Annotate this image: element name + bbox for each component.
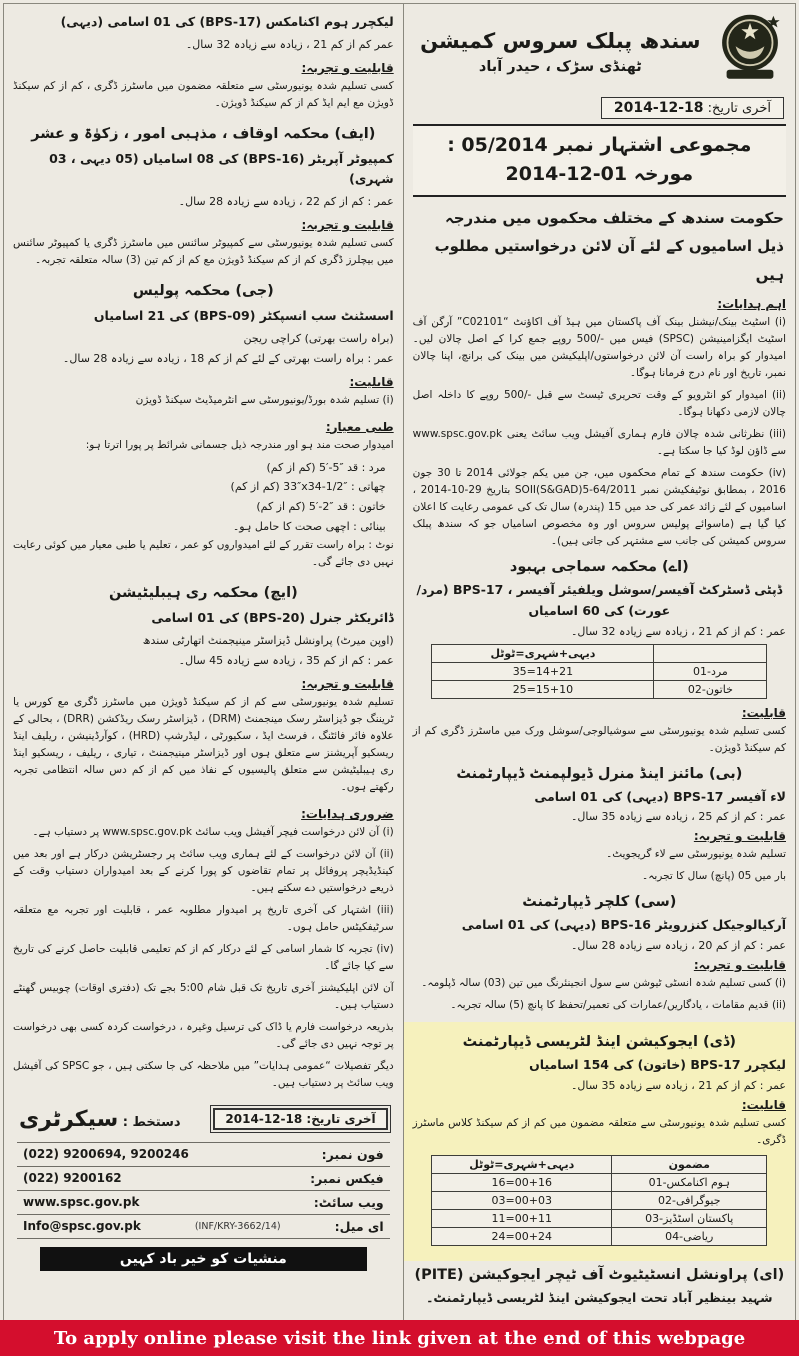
apply-online-banner: To apply online please visit the link given at the end of this webpage [0,1320,799,1356]
category-cell: خاتون-02 [654,680,767,698]
section-b-title: (بی) مائنز اینڈ منرل ڈیولپمنٹ ڈیپارٹمنٹ [456,765,743,782]
section-h-post: ڈائریکٹر جنرل (BPS-20) کی 01 اسامی [151,610,394,626]
section-g-post: اسسٹنٹ سب انسپکٹر (BPS-09) کی 21 اسامیاں [93,307,394,323]
contact-block [17,1142,390,1239]
section-g-qualification: (i) تسلیم شدہ بورڈ/یونیورسٹی سے انٹرمیڈیٹ سیکنڈ ڈویژن [135,393,394,406]
section-f-post: کمپیوٹر آپریٹر (BPS-16) کی 08 اسامیاں (05 دیہی ، 03 شہری) [49,150,394,187]
section-h-qualification-heading: قابلیت و تجربہ: [301,676,394,691]
numbers-cell: 11=00+11 [432,1209,612,1227]
numbers-cell: 35=14+21 [432,662,654,680]
medical-standard-heading: طبی معیار: [325,419,394,434]
website-url: www.spsc.gov.pk [23,1195,140,1210]
section-g-qualification-heading: قابلیت: [349,374,394,389]
section-a-vacancy-table [431,644,767,699]
section-f-qualification-heading: قابلیت و تجربہ: [301,217,394,232]
necessary-instruction-1: (i) آن لائن درخواست فیچر آفیشل ویب سائٹ www.spsc.gov.pk پر دستیاب ہے۔ [32,825,394,838]
section-b-qualification-2: بار میں 05 (پانچ) سال کا تجربہ۔ [642,870,786,883]
section-b-age: عمر : کم از کم 25 ، زیادہ سے زیادہ 35 سال۔ [570,810,786,824]
section-d-post: لیکچرر BPS-17 (خاتون) کی 154 اسامیاں [529,1056,786,1072]
signature-closing-date-value: 18-12-2014 [225,1112,303,1127]
org-address: ٹھنڈی سڑک ، حیدر آباد [478,58,642,75]
necessary-instruction-5: آن لائن اپلیکیشنز آخری تاریخ تک قبل شام 5:00 بجے تک (دفتری اوقات) چوبیس گھنٹے دستیاب ہیں۔ [13,981,394,1011]
section-g-age: عمر : براہ راست بھرتی کے لئے کم از کم 18 ، زیادہ سے زیادہ 28 سال۔ [62,351,394,365]
section-f-qualification: کسی تسلیم شدہ یونیورسٹی سے کمپیوٹر سائنس میں ماسٹرز ڈگری یا کمپیوٹر سائنس میں بیچلرز ڈگری کم از کم سیکنڈ ڈویژن مع کم از کم تین (3) سالہ متعلقہ تجربہ۔ [13,236,394,266]
category-cell: مرد-01 [654,662,767,680]
closing-date-label: آخری تاریخ: [707,101,771,116]
necessary-instruction-3: (iii) اشتہار کی آخری تاریخ پر امیدوار مطلوبہ عمر ، قابلیت اور تجربہ مع متعلقہ سرٹیفکیٹس حامل ہوں۔ [13,903,394,933]
contact-row-phone [17,1143,390,1167]
closing-date-box [415,97,784,119]
contact-row-email [17,1215,390,1239]
continuation-column [4,4,403,1320]
section-a-qualification-heading: قابلیت: [741,705,786,720]
section-b-post: لاء آفیسر BPS-17 (دیہی) کی 01 اسامی [534,788,786,804]
section-c-qualification-2: (ii) قدیم مقامات ، یادگاریں/عمارات کی تعمیر/تحفظ کا پانچ (5) سالہ تجربہ۔ [450,998,786,1011]
section-c-qualification-1: (i) کسی تسلیم شدہ انسٹی ٹیوشن سے سول انجینئرنگ میں تین (03) سالہ ڈپلومہ۔ [421,976,786,989]
section-h-age: عمر : کم از کم 35 ، زیادہ سے زیادہ 45 سال۔ [178,653,394,667]
website-label: ویب سائٹ: [313,1194,384,1210]
section-d-subjects-table [431,1155,767,1246]
main-column [403,4,795,1320]
signature-label: دستخط : [122,1114,181,1130]
medical-requirement-male-height: مرد : قد ‎5′-5″‎ (کم از کم) [266,460,386,474]
table-row [432,1173,767,1191]
cont-qualification: کسی تسلیم شدہ یونیورسٹی سے متعلقہ مضمون میں ماسٹرز ڈگری ، کم از کم سیکنڈ ڈویژن مع ایم ایڈ کم از کم سیکنڈ ڈویژن۔ [13,79,394,109]
numbers-header-cell: دیہی+شہری=ٹوٹل [432,1155,612,1173]
important-instructions-heading: اہم ہدایات: [717,297,786,312]
table-row [432,662,767,680]
section-a-qualification: کسی تسلیم شدہ یونیورسٹی سے سوشیالوجی/سوشل ورک میں ماسٹرز ڈگری کم از کم سیکنڈ ڈویژن۔ [412,724,786,754]
numbers-cell: 25=15+10 [432,680,654,698]
important-instruction-2: (ii) امیدوار کو انٹرویو کے وقت تحریری ٹیسٹ سے قبل -/500 روپے کا داخلہ اصل چالان لازمی دکھانا ہوگا۔ [412,389,786,419]
org-name: سندھ پبلک سروس کمیشن [420,29,701,54]
numbers-cell: 03=00+03 [432,1191,612,1209]
numbers-cell: 24=00+24 [432,1227,612,1245]
masthead [413,10,786,92]
email-value: Info@spsc.gov.pk [23,1219,141,1234]
table-header-cell-blank [654,644,767,662]
intro-text: حکومت سندھ کے مختلف محکموں میں مندرجہ ذیل اسامیوں کے لئے آن لائن درخواستیں مطلوب ہیں [434,208,784,284]
section-c-qualification-heading: قابلیت و تجربہ: [693,957,786,972]
contact-row-website [17,1191,390,1215]
section-h-post2: (اوپن میرٹ) پراونشل ڈیزاسٹر مینیجمنٹ اتھارٹی سندھ [142,633,394,647]
cont-age: عمر کم از کم 21 ، زیادہ سے زیادہ 32 سال۔ [185,37,394,51]
section-d-title: (ڈی) ایجوکیشن اینڈ لٹریسی ڈیپارٹمنٹ [462,1033,736,1050]
subject-cell: پاکستان اسٹڈیز-03 [612,1209,767,1227]
signature-row [19,1107,388,1132]
section-b-qualification-1: تسلیم شدہ یونیورسٹی سے لاء گریجویٹ۔ [606,848,786,861]
general-instructions-note: دیگر تفصیلات “عمومی ہدایات” میں ملاحظہ کی جا سکتی ہیں ، جو SPSC کی آفیشل ویب سائٹ پر دستیاب ہیں۔ [13,1059,394,1089]
numbers-cell: 16=00+16 [432,1173,612,1191]
table-header-row [432,644,767,662]
section-c-age: عمر : کم از کم 20 ، زیادہ سے زیادہ 28 سال۔ [570,938,786,952]
section-f-age: عمر : کم از کم 22 ، زیادہ سے زیادہ 28 سال۔ [178,194,394,208]
anti-drugs-slogan-bar: منشیات کو خیر باد کہیں [40,1247,367,1271]
spsc-emblem-icon [714,10,786,92]
necessary-instruction-4: (iv) تجربہ کا شمار اسامی کے لئے درکار کم از کم تعلیمی قابلیت حاصل کرنے کی تاریخ سے کیا جائے گا۔ [13,942,394,972]
phone-value: (022) 9200694, 9200246 [23,1147,189,1162]
important-instruction-4: (iv) حکومت سندھ کے تمام محکموں میں، جن میں یکم جولائی 2014 تا 30 جون 2016 ، بمطابق نوٹیفکیشن نمبر SOII(S&GAD)5-64/2011 بتاریخ 29-10-2014 ، اسامیوں کے لئے زائد عمر کی حد میں 15 (پندرہ) سال تک کی عمومی رعایت کا اعلان کیا گیا ہے (ماسوائے پولیس سروس اور وہ مخصوص اسامیاں جو کہ سندھ پبلک سروس کمیشن کی جانب سے مشتہر کی جاتی ہیں)۔ [412,467,787,548]
advertisement-scan [3,3,796,1320]
cont-post: لیکچرر ہوم اکنامکس (BPS-17) کی 01 اسامی (دیہی) [60,14,394,29]
medical-requirement-chest: چھاتی : ‎33″x34-1/2″‎ (کم از کم) [230,480,386,494]
signature-closing-date-box [213,1108,387,1130]
section-a-post: ڈپٹی ڈسٹرکٹ آفیسر/سوشل ویلفیئر آفیسر ، BPS-17 (مرد/عورت) کی 60 اسامیاں [416,582,783,618]
signatory-title: سیکرٹری [19,1106,119,1132]
contact-row-fax [17,1167,390,1191]
necessary-instruction-2: (ii) آن لائن درخواست کے لئے ہماری ویب سائٹ پر رجسٹریشن درکار ہے اور بعد میں کینڈیڈیچر پروفائل پر تمام تقاضوں کو پورا کرنے کے بعد امیدواران دستیاب وقت کے ذریعے درخواستیں دے سکتے ہیں۔ [13,847,394,894]
subject-cell: ریاضی-04 [612,1227,767,1245]
section-a-title: (اے) محکمہ سماجی بہبود [509,559,689,576]
important-instruction-1: (i) اسٹیٹ بینک/نیشنل بینک آف پاکستان میں ہیڈ آف اکاؤنٹ “C02101” آرگن آف اسٹیٹ ایگزامینیشن (SPSC) فیس میں -/500 روپے جمع کرا کے اصل چالان لیں۔ امیدوار کو براہ راست آن لائن درخواستوں/اپلیکیشن میں بینک کی برانچ، اپنا چالان نمبر، تاریخ اور نام درج فرمانا ہوگا۔ [412,316,787,380]
table-header-row [432,1155,767,1173]
signature-closing-date-label: آخری تاریخ: [306,1112,376,1127]
section-d-qualification-heading: قابلیت: [741,1097,786,1112]
section-c-post: آرکیالوجیکل کنزرویٹر BPS-16 (دیہی) کی 01 اسامی [461,917,786,933]
medical-requirement-vision: بینائی : اچھی صحت کا حامل ہو۔ [232,519,386,533]
section-b-qualification-heading: قابلیت و تجربہ: [693,829,786,844]
table-row [432,1209,767,1227]
important-instruction-3: (iii) نظرثانی شدہ چالان فارم ہماری آفیشل ویب سائٹ یعنی www.spsc.gov.pk سے ڈاؤن لوڈ کیا جا سکتا ہے۔ [412,428,786,458]
section-d-age: عمر : کم از کم 21 ، زیادہ سے زیادہ 35 سال۔ [570,1078,786,1092]
subject-cell: جیوگرافی-02 [612,1191,767,1209]
section-e-subtitle: شہید بینظیر آباد تحت ایجوکیشن اینڈ لٹریسی ڈیپارٹمنٹ۔ [426,1289,773,1305]
section-c-title: (سی) کلچر ڈیپارٹمنٹ [522,894,677,911]
table-row [432,1227,767,1245]
medical-requirement-female-height: خاتون : قد ‎5′-2″‎ (کم از کم) [256,499,386,513]
section-h-title: (ایچ) محکمہ ری ہیبلیٹیشن [108,585,298,602]
subject-cell: ہوم اکنامکس-01 [612,1173,767,1191]
postal-note: بذریعہ درخواست فارم یا ڈاک کی ترسیل وغیرہ ، درخواست کردہ کسی بھی درخواست پر توجہ نہیں دی جائے گی۔ [13,1020,394,1050]
email-label: ای میل: [334,1218,384,1234]
section-g-note: نوٹ : براہ راست تقرر کے لئے امیدواروں کو عمر ، تعلیم یا طبی معیار میں کوئی رعایت نہیں دی جائے گی۔ [13,539,394,569]
org-block [413,27,708,74]
inf-reference: (INF/KRY-3662/14) [194,1220,281,1232]
subject-header-cell: مضمون [612,1155,767,1173]
section-g-title: (جی) محکمہ پولیس [132,282,274,299]
section-a-age: عمر : کم از کم 21 ، زیادہ سے زیادہ 32 سال۔ [570,624,786,638]
section-e-title: (ای) پراونشل انسٹیٹیوٹ آف ٹیچر ایجوکیشن (PITE) [414,1266,785,1283]
necessary-instructions-heading: ضروری ہدایات: [301,806,394,821]
medical-intro: امیدوار صحت مند ہو اور مندرجہ ذیل جسمانی شرائط پر پورا اترتا ہو: [85,438,394,451]
fax-label: فیکس نمبر: [310,1170,384,1186]
closing-date-value: 18-12-2014 [613,100,704,116]
section-d-highlight [404,1022,795,1261]
cont-qualification-heading: قابلیت و تجربہ: [301,60,394,75]
section-g-post2: (براہ راست بھرتی) کراچی ریجن [243,331,394,345]
section-d-qualification: کسی تسلیم شدہ یونیورسٹی سے متعلقہ مضمون میں کم از کم سیکنڈ کلاس ماسٹرز ڈگری۔ [412,1116,786,1146]
fax-value: (022) 9200162 [23,1171,122,1186]
table-row [432,1191,767,1209]
table-header-cell: دیہی+شہری=ٹوٹل [432,644,654,662]
table-row [432,680,767,698]
section-h-qualification: تسلیم شدہ یونیورسٹی سے کم از کم سیکنڈ ڈویژن میں ماسٹرز ڈگری مع کورس یا ٹریننگ جو ڈیزاسٹر رسک مینجمنٹ (DRM) ، ڈیزاسٹر رسک ریڈکشن (DRR) ، بحالی کے علاوہ فائر فائٹنگ ، فرسٹ ایڈ ، سکیورٹی ، لیڈرشپ (HRD) ، کوآرڈینیشن ، ریلیف اینڈ ریسکیو آپریشنز سے متعلق ہوں اور ڈیزاسٹر مینیجمنٹ ، تیاری ، ریلیف ، ریسکیو اینڈ ری ہیبلیٹیشن سے متعلق پالیسیوں کے نفاذ میں کم از کم دس سالہ انتظامی تجربہ رکھتے ہوں۔ [13,695,394,793]
signature [19,1107,181,1132]
section-f-title: (ایف) محکمہ اوقاف ، مذہبی امور ، زکوٰۃ و عشر [31,125,376,142]
advertisement-number: مجموعی اشتہار نمبر 05/2014 : مورخہ 01-12-2014 [413,124,786,197]
phone-label: فون نمبر: [321,1146,384,1162]
